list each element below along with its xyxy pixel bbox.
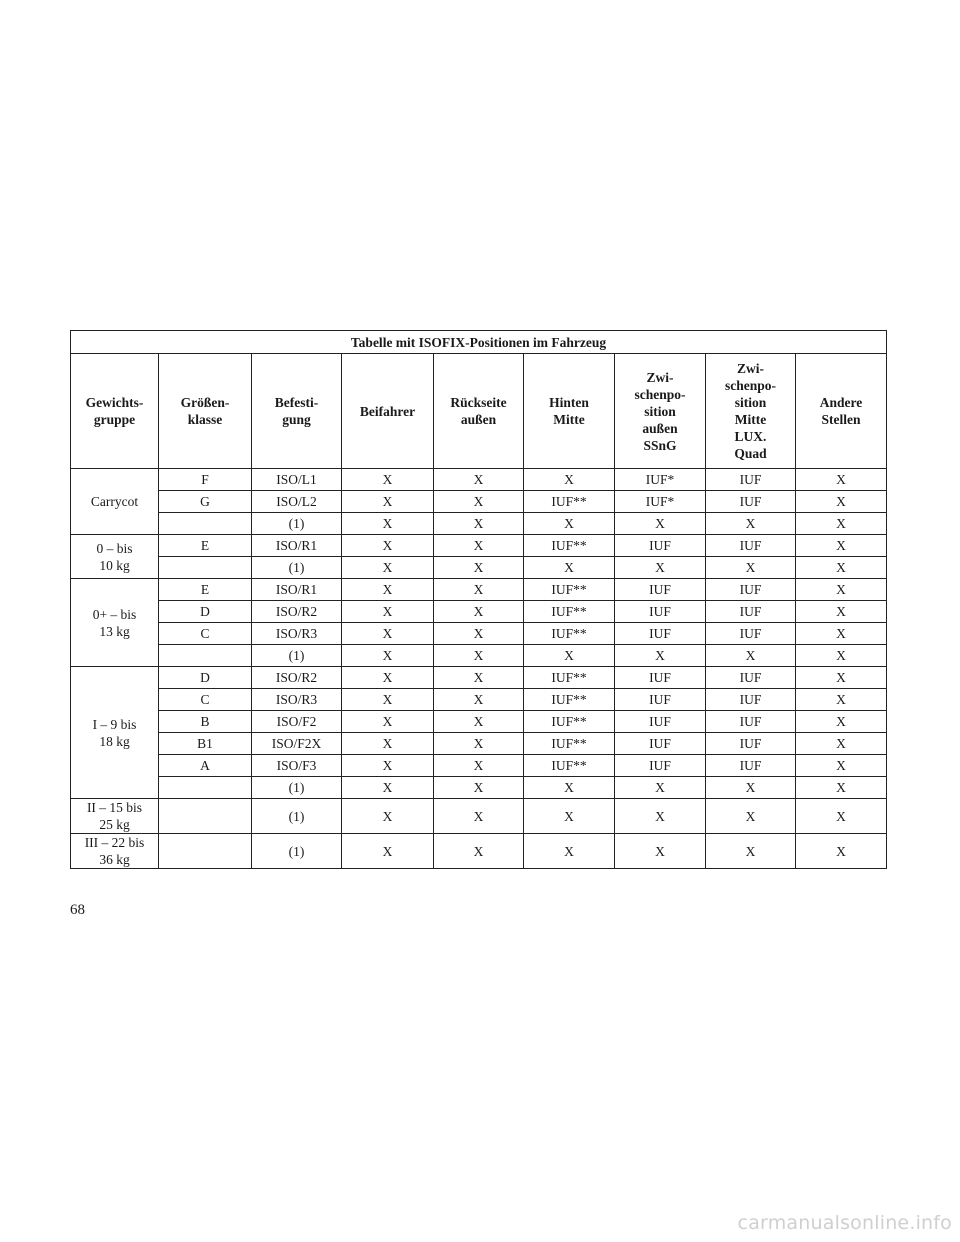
table-cell: X [342,733,434,755]
table-cell: F [159,469,252,491]
table-cell: C [159,623,252,645]
table-cell: ISO/R2 [252,601,342,623]
table-cell: D [159,601,252,623]
table-cell: X [342,623,434,645]
table-cell: X [342,667,434,689]
header-row [71,354,887,469]
table-row [71,535,887,557]
table-cell: X [796,755,887,777]
weight-group-label: 0 – bis 10 kg [71,535,159,579]
table-cell: X [434,469,524,491]
table-cell: X [796,733,887,755]
table-cell: IUF [615,689,706,711]
table-row [71,469,887,491]
table-cell: IUF** [524,601,615,623]
weight-group-label: III – 22 bis 36 kg [71,834,159,869]
table-cell: B [159,711,252,733]
table-cell: ISO/L2 [252,491,342,513]
table-cell: X [434,711,524,733]
table-cell: X [434,535,524,557]
table-cell: G [159,491,252,513]
table-cell: (1) [252,557,342,579]
table-cell: A [159,755,252,777]
table-cell: X [434,513,524,535]
table-cell: X [342,834,434,869]
table-cell: IUF [615,535,706,557]
table-cell: IUF** [524,667,615,689]
table-cell: X [524,777,615,799]
table-cell: X [524,799,615,834]
table-cell: IUF** [524,711,615,733]
table-cell: IUF [706,601,796,623]
table-cell: X [434,777,524,799]
table-cell: X [706,645,796,667]
table-row [71,623,887,645]
table-cell: X [434,557,524,579]
table-cell: IUF [706,689,796,711]
table-row [71,513,887,535]
table-cell [159,557,252,579]
table-cell: X [434,689,524,711]
column-header: Größen- klasse [159,354,252,469]
weight-group-label: II – 15 bis 25 kg [71,799,159,834]
table-row [71,557,887,579]
table-cell: IUF [706,667,796,689]
column-header: Beifahrer [342,354,434,469]
table-cell: E [159,579,252,601]
table-row [71,777,887,799]
table-cell [159,777,252,799]
table-cell: ISO/R3 [252,623,342,645]
column-header: Rückseite außen [434,354,524,469]
table-cell: X [434,755,524,777]
table-cell: IUF [615,711,706,733]
table-cell: X [615,799,706,834]
table-cell: X [342,645,434,667]
table-cell: IUF [706,491,796,513]
table-cell: IUF [706,623,796,645]
table-cell: IUF [615,667,706,689]
table-cell: IUF [706,579,796,601]
page-number: 68 [70,902,85,918]
table-cell: X [796,667,887,689]
table-row [71,491,887,513]
table-cell: (1) [252,513,342,535]
table-cell: X [342,689,434,711]
table-cell: IUF** [524,755,615,777]
table-cell: ISO/F2 [252,711,342,733]
table-cell: IUF [615,755,706,777]
table-cell: IUF* [615,469,706,491]
table-cell: X [434,491,524,513]
table-cell: X [342,755,434,777]
table-cell: X [796,645,887,667]
table-cell: X [434,601,524,623]
table-cell: X [434,645,524,667]
table-cell: ISO/F3 [252,755,342,777]
column-header: Befesti- gung [252,354,342,469]
table-row [71,834,887,869]
table-cell: X [342,777,434,799]
table-cell: ISO/R3 [252,689,342,711]
table-cell: X [796,777,887,799]
table-cell: IUF** [524,579,615,601]
table-cell: X [796,601,887,623]
table-cell: X [524,645,615,667]
table-cell: IUF [706,755,796,777]
isofix-positions-table [70,330,887,869]
table-cell: IUF [615,623,706,645]
table-row [71,799,887,834]
table-cell: IUF** [524,491,615,513]
table-cell: C [159,689,252,711]
table-cell: (1) [252,834,342,869]
table-cell: ISO/R1 [252,535,342,557]
table-row [71,689,887,711]
table-cell: X [434,623,524,645]
table-cell: IUF** [524,623,615,645]
weight-group-label: I – 9 bis 18 kg [71,667,159,799]
table-cell: X [615,777,706,799]
table-cell: X [342,491,434,513]
table-cell: X [342,799,434,834]
table-cell: B1 [159,733,252,755]
table-cell: X [342,535,434,557]
table-cell: (1) [252,645,342,667]
table-cell: IUF** [524,535,615,557]
table-cell: X [434,579,524,601]
table-cell: X [706,799,796,834]
table-cell: IUF** [524,733,615,755]
table-row [71,711,887,733]
table-cell: E [159,535,252,557]
table-cell: X [615,557,706,579]
table-cell: X [796,513,887,535]
table-cell: X [434,799,524,834]
table-cell: X [796,834,887,869]
table-cell: X [796,689,887,711]
table-cell: X [796,579,887,601]
table-cell: X [342,469,434,491]
table-row [71,733,887,755]
table-row [71,645,887,667]
column-header: Andere Stellen [796,354,887,469]
table-cell [159,645,252,667]
table-cell: X [796,491,887,513]
table-cell: ISO/F2X [252,733,342,755]
table-cell [159,513,252,535]
table-title: Tabelle mit ISOFIX-Positionen im Fahrzeug [71,331,887,354]
weight-group-label: 0+ – bis 13 kg [71,579,159,667]
table-cell: IUF [706,711,796,733]
column-header: Hinten Mitte [524,354,615,469]
table-cell: X [342,513,434,535]
column-header: Zwi- schenpo- sition außen SSnG [615,354,706,469]
table-cell: X [796,557,887,579]
table-cell: ISO/R1 [252,579,342,601]
table-cell: X [524,469,615,491]
table-cell: (1) [252,799,342,834]
table-cell: X [706,834,796,869]
table-cell: X [796,469,887,491]
table-cell: X [342,711,434,733]
table-cell: ISO/L1 [252,469,342,491]
table-row [71,667,887,689]
table-body [71,469,887,869]
table-cell: IUF [615,733,706,755]
table-cell: X [706,777,796,799]
table-cell: X [342,601,434,623]
table-cell: X [615,513,706,535]
table-cell: ISO/R2 [252,667,342,689]
table-cell: X [796,535,887,557]
table-cell: X [524,513,615,535]
table-cell: X [434,667,524,689]
table-cell: IUF* [615,491,706,513]
table-cell: IUF [706,469,796,491]
table-cell: IUF [615,601,706,623]
table-cell: IUF [706,535,796,557]
table-cell: (1) [252,777,342,799]
table-cell [159,834,252,869]
column-header: Gewichts- gruppe [71,354,159,469]
table-cell: IUF [706,733,796,755]
table-cell: X [434,834,524,869]
table-cell: X [434,733,524,755]
table-cell: X [706,513,796,535]
table-cell: D [159,667,252,689]
table-cell: X [524,834,615,869]
table-row [71,755,887,777]
table-cell: IUF** [524,689,615,711]
table-cell: X [342,579,434,601]
table-cell: X [706,557,796,579]
table-cell: X [796,799,887,834]
weight-group-label: Carrycot [71,469,159,535]
table-cell: X [615,834,706,869]
table-row [71,601,887,623]
watermark: carmanualsonline.info [737,1212,952,1234]
table-cell: IUF [615,579,706,601]
table-cell: X [796,623,887,645]
table-cell: X [796,711,887,733]
table-cell [159,799,252,834]
table-cell: X [342,557,434,579]
table-cell: X [615,645,706,667]
column-header: Zwi- schenpo- sition Mitte LUX. Quad [706,354,796,469]
table-cell: X [524,557,615,579]
table-row [71,579,887,601]
